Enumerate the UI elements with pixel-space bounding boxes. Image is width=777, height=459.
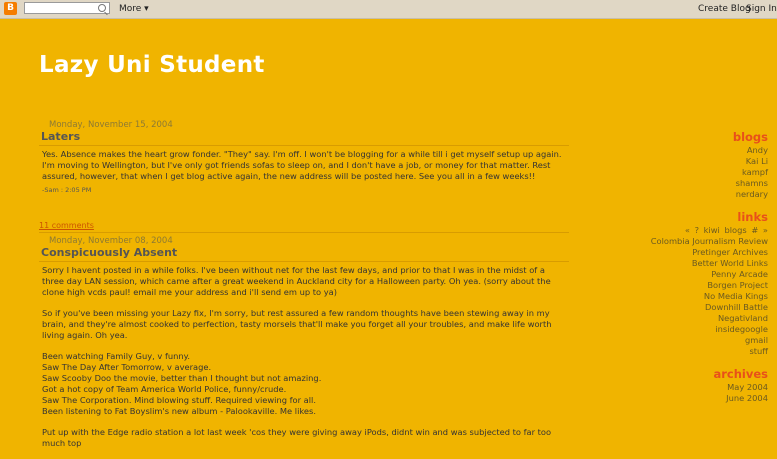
link-item[interactable]: Borgen Project: [707, 280, 768, 290]
link-item[interactable]: No Media Kings: [703, 291, 768, 301]
link-item[interactable]: Penny Arcade: [711, 269, 768, 279]
archives-list: [620, 382, 768, 404]
link-item[interactable]: insidegoogle: [715, 324, 768, 334]
link-item[interactable]: Downhill Battle: [704, 302, 768, 312]
sidebar: [620, 130, 768, 414]
post-paragraph: So if you've been missing your Lazy fix, I'm sorry, but rest assured a few random thoughts have been stewing away in my brain, and they're almost cooked to perfection, tasty morsels that'll make you forget all your troubles, and make life worth living again. Oh yea.: [42, 308, 552, 340]
post-body: [39, 262, 569, 449]
link-item[interactable]: Better World Links: [691, 258, 768, 268]
comments-link[interactable]: 11 comments: [39, 221, 569, 233]
blog-link[interactable]: Andy: [746, 145, 768, 155]
archives-heading: archives: [713, 367, 768, 381]
search-input[interactable]: [24, 2, 110, 14]
blogger-logo-icon[interactable]: B: [4, 2, 17, 15]
search-icon[interactable]: [98, 4, 106, 12]
blogs-heading: blogs: [732, 130, 768, 144]
link-item[interactable]: Pretinger Archives: [692, 247, 768, 257]
blog-link[interactable]: Kai Li: [745, 156, 768, 166]
blog-link[interactable]: nerdary: [735, 189, 768, 199]
archive-link[interactable]: May 2004: [727, 382, 768, 392]
blog-title[interactable]: Lazy Uni Student: [39, 52, 265, 78]
blog-link[interactable]: kampf: [741, 167, 768, 177]
post-title[interactable]: Conspicuously Absent: [39, 245, 569, 262]
post-footer: -Sam : 2:05 PM: [42, 186, 92, 194]
post-body: [39, 146, 569, 182]
post-date: Monday, November 15, 2004: [49, 120, 173, 130]
post-paragraph: Put up with the Edge radio station a lot last week 'cos they were giving away iPods, didnt win and was subjected to far too much top: [42, 427, 552, 448]
link-item[interactable]: stuff: [749, 346, 768, 356]
post-paragraph: Yes. Absence makes the heart grow fonder. "They" say. I'm off. I won't be blogging for a while till i get myself setup up again. I'm moving to Wellington, but I've only got friends sofas to sleep on, and I don't have a job, or money for that matter. Rest assured, however, that when I get blog active again, the new address will be posted here. See you all in a few weeks!!: [42, 149, 562, 181]
post-date: Monday, November 08, 2004: [49, 236, 173, 246]
blogger-navbar: [0, 0, 777, 19]
more-menu-button[interactable]: More ▾: [119, 4, 149, 14]
archive-link[interactable]: June 2004: [726, 393, 768, 403]
post-paragraph: Sorry I havent posted in a while folks. I've been without net for the last few days, and prior to that I was in the midst of a three day LAN session, which came after a great weekend in Auckland city for a Halloween party. Oh yea. (sorry about the clone high vcds paul! email me your address and i'll send em up to ya): [42, 265, 551, 297]
link-item[interactable]: Colombia Journalism Review: [650, 236, 768, 246]
blogs-list: [620, 145, 768, 200]
links-heading: links: [737, 210, 768, 224]
link-item[interactable]: Negativland: [717, 313, 768, 323]
post-paragraph: Been watching Family Guy, v funny. Saw The Day After Tomorrow, v average. Saw Scooby Doo the movie, better than I thought but not amazing. Got a hot copy of Team America World Police, funny/crude. Saw The Corporation. Mind blowing stuff. Required viewing for all. Been listening to Fat Boyslim's new album - Palookaville. Me likes.: [42, 351, 322, 416]
link-item[interactable]: gmail: [744, 335, 768, 345]
create-blog-link[interactable]: Create Blog: [698, 4, 751, 14]
links-list: [620, 225, 768, 357]
blog-link[interactable]: shamns: [735, 178, 768, 188]
kiwi-blogs-webring[interactable]: « ? kiwi blogs # »: [684, 225, 768, 235]
sign-in-link[interactable]: Sign In: [746, 4, 777, 14]
post-title[interactable]: Laters: [39, 129, 569, 146]
main-column: [39, 120, 569, 459]
